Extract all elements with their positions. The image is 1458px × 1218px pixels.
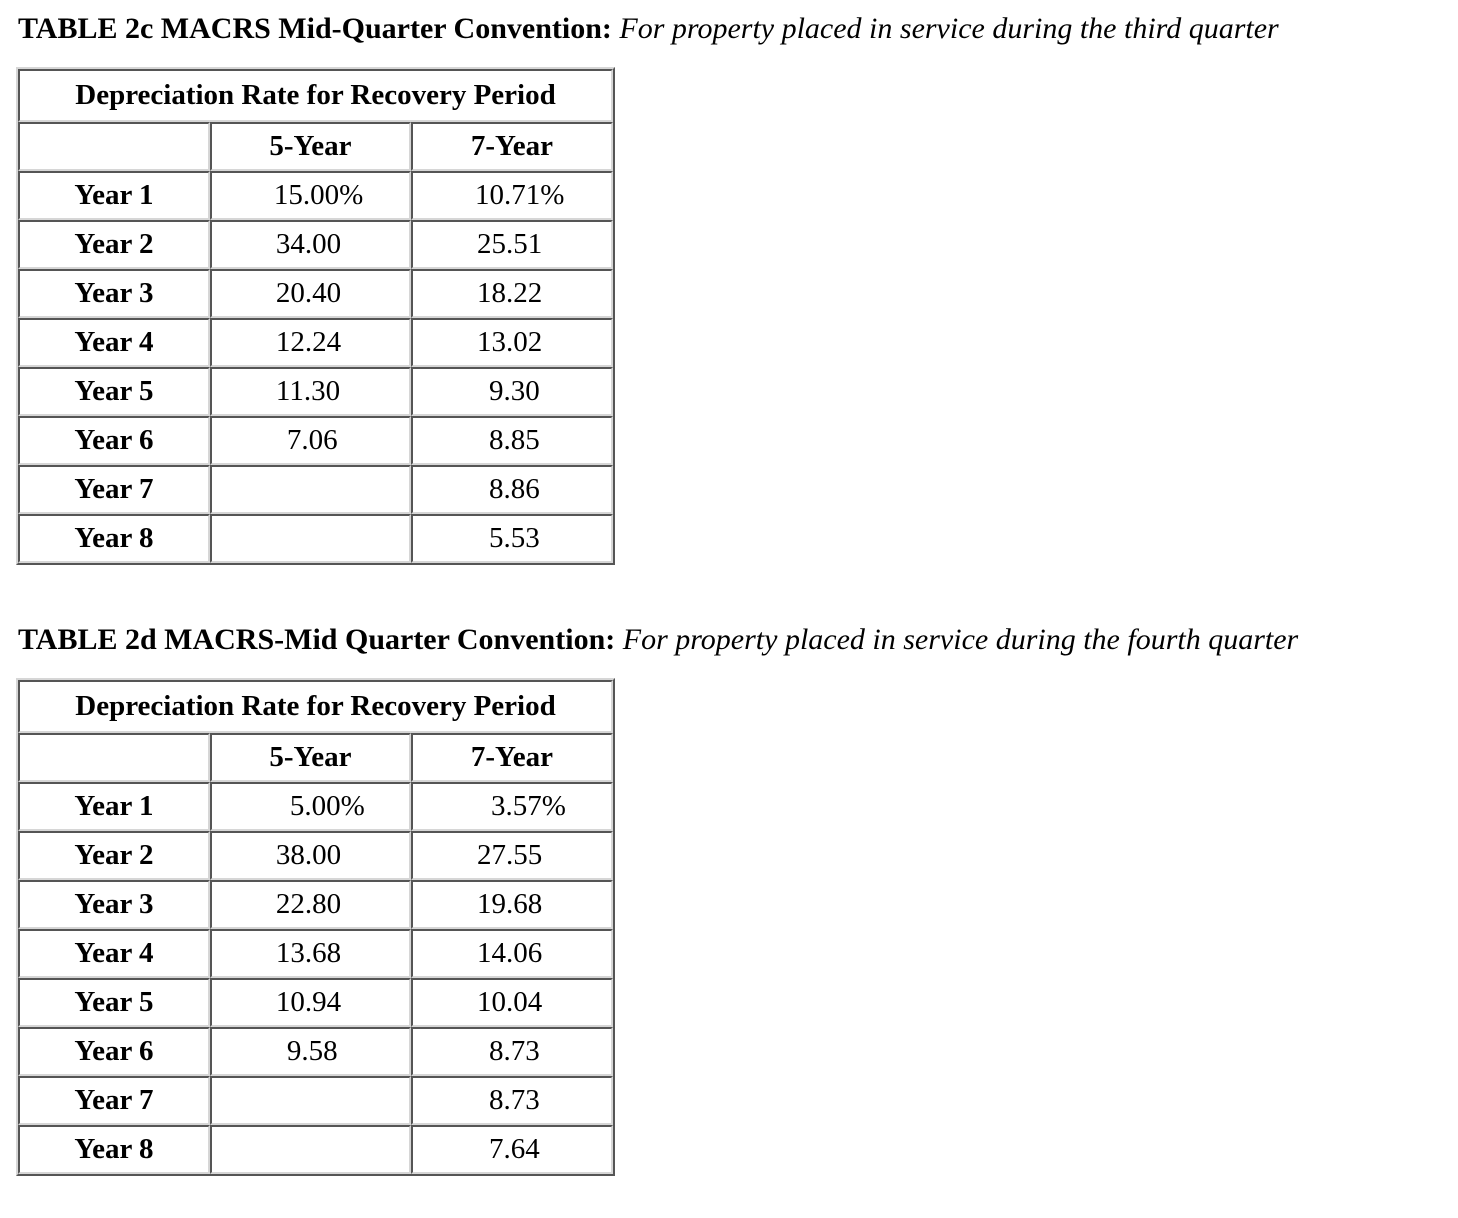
rate-7-year: 9.30	[411, 367, 613, 416]
rate-7-year: 25.51	[411, 220, 613, 269]
table-row	[18, 929, 613, 978]
rate-5-year: 12.24	[210, 318, 411, 367]
table-row	[18, 269, 613, 318]
rate-7-year: 14.06	[411, 929, 613, 978]
table-2d-header-title: Depreciation Rate for Recovery Period	[18, 680, 613, 733]
table-2c-caption	[18, 11, 1279, 47]
rate-7-year: 8.85	[411, 416, 613, 465]
rate-5-year	[210, 1076, 411, 1125]
rate-7-year: 3.57%	[411, 782, 613, 831]
rate-7-year: 10.71%	[411, 171, 613, 220]
table-row	[18, 782, 613, 831]
table-row	[18, 367, 613, 416]
rate-7-year: 19.68	[411, 880, 613, 929]
rate-5-year: 34.00	[210, 220, 411, 269]
rate-7-year: 7.64	[411, 1125, 613, 1174]
table-2c-caption-lead: TABLE 2c MACRS Mid-Quarter Convention:	[18, 12, 612, 45]
table-row	[18, 1125, 613, 1174]
row-label: Year 3	[18, 269, 210, 318]
table-row	[18, 220, 613, 269]
rate-5-year: 22.80	[210, 880, 411, 929]
table-2c-corner-cell	[18, 122, 210, 171]
table-row	[18, 465, 613, 514]
row-label: Year 3	[18, 880, 210, 929]
table-row	[18, 416, 613, 465]
rate-5-year: 20.40	[210, 269, 411, 318]
row-label: Year 4	[18, 318, 210, 367]
table-row	[18, 880, 613, 929]
row-label: Year 7	[18, 1076, 210, 1125]
row-label: Year 2	[18, 220, 210, 269]
table-2d-col-5-year: 5-Year	[210, 733, 411, 782]
row-label: Year 6	[18, 1027, 210, 1076]
rate-5-year: 13.68	[210, 929, 411, 978]
row-label: Year 7	[18, 465, 210, 514]
table-2c-depreciation-rates	[16, 67, 615, 565]
rate-5-year: 11.30	[210, 367, 411, 416]
table-2c-caption-description: For property placed in service during the third quarter	[619, 12, 1279, 45]
table-2d-depreciation-rates	[16, 678, 615, 1176]
row-label: Year 1	[18, 782, 210, 831]
rate-7-year: 8.86	[411, 465, 613, 514]
table-2c-col-7-year: 7-Year	[411, 122, 613, 171]
rate-7-year: 8.73	[411, 1076, 613, 1125]
rate-5-year: 15.00%	[210, 171, 411, 220]
rate-5-year	[210, 1125, 411, 1174]
table-row	[18, 318, 613, 367]
rate-5-year: 10.94	[210, 978, 411, 1027]
rate-5-year: 38.00	[210, 831, 411, 880]
rate-7-year: 8.73	[411, 1027, 613, 1076]
rate-7-year: 18.22	[411, 269, 613, 318]
row-label: Year 6	[18, 416, 210, 465]
row-label: Year 5	[18, 978, 210, 1027]
table-row	[18, 171, 613, 220]
table-2d-caption	[18, 622, 1298, 658]
table-2c-col-5-year: 5-Year	[210, 122, 411, 171]
rate-7-year: 5.53	[411, 514, 613, 563]
table-row	[18, 978, 613, 1027]
table-2d-caption-description: For property placed in service during the fourth quarter	[622, 623, 1299, 656]
table-row	[18, 831, 613, 880]
rate-5-year: 9.58	[210, 1027, 411, 1076]
table-2d-caption-lead: TABLE 2d MACRS-Mid Quarter Convention:	[18, 623, 616, 656]
rate-5-year: 5.00%	[210, 782, 411, 831]
table-2d-col-7-year: 7-Year	[411, 733, 613, 782]
row-label: Year 8	[18, 514, 210, 563]
table-2c-header-title: Depreciation Rate for Recovery Period	[18, 69, 613, 122]
rate-7-year: 27.55	[411, 831, 613, 880]
rate-7-year: 10.04	[411, 978, 613, 1027]
row-label: Year 2	[18, 831, 210, 880]
row-label: Year 8	[18, 1125, 210, 1174]
rate-5-year	[210, 514, 411, 563]
rate-5-year: 7.06	[210, 416, 411, 465]
rate-5-year	[210, 465, 411, 514]
table-row	[18, 1076, 613, 1125]
rate-7-year: 13.02	[411, 318, 613, 367]
table-row	[18, 514, 613, 563]
row-label: Year 4	[18, 929, 210, 978]
row-label: Year 5	[18, 367, 210, 416]
row-label: Year 1	[18, 171, 210, 220]
table-2d-corner-cell	[18, 733, 210, 782]
table-row	[18, 1027, 613, 1076]
